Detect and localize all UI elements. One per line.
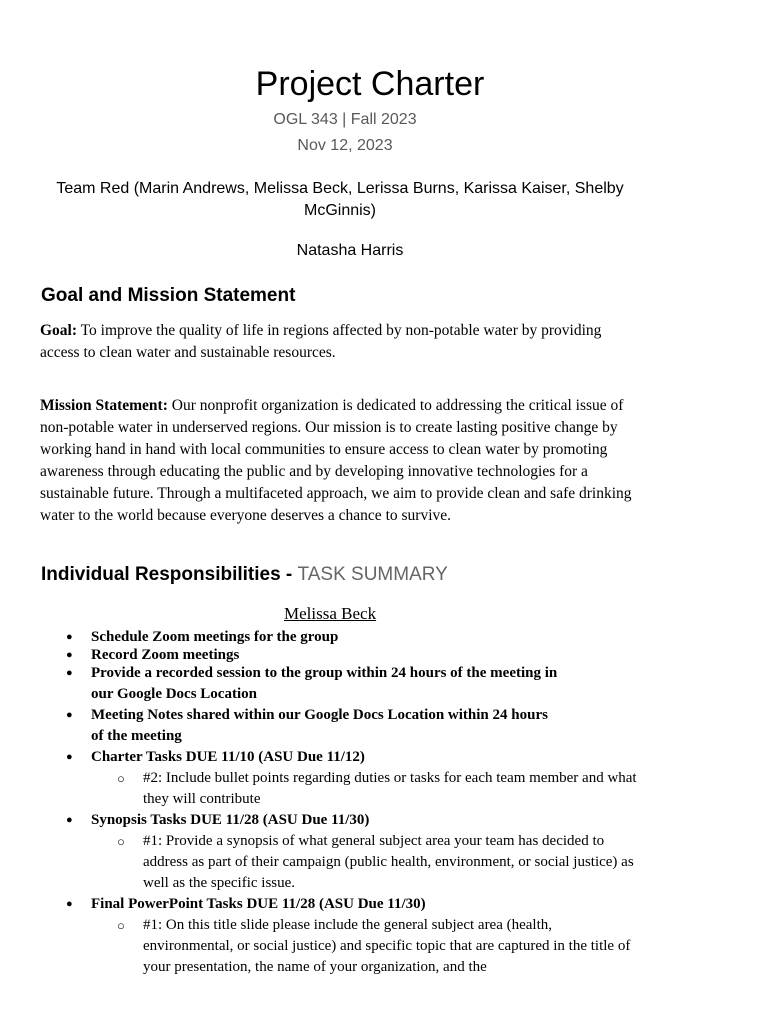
bullet-icon: ●	[66, 898, 73, 910]
list-item-text: Meeting Notes shared within our Google Docs Location within 24 hours of the meeting	[91, 707, 548, 744]
sub-list-item	[117, 915, 643, 978]
goal-label: Goal:	[40, 322, 78, 339]
list-item	[66, 747, 561, 768]
list-item	[66, 705, 561, 747]
person-name: Melissa Beck	[284, 604, 377, 623]
list-item	[66, 663, 561, 705]
sub-list-item-text: #2: Include bullet points regarding duties or tasks for each team member and what they will contribute	[143, 770, 637, 807]
circle-bullet-icon: ○	[117, 918, 125, 933]
team-members: Team Red (Marin Andrews, Melissa Beck, Lerissa Burns, Karissa Kaiser, Shelby McGinnis)	[56, 180, 624, 219]
bullet-icon: ●	[66, 631, 73, 643]
sub-list-item-text: #1: Provide a synopsis of what general subject area your team has decided to address as part of their campaign (public health, environment, or social justice) as well as the specific issue.	[143, 833, 634, 891]
responsibilities-heading-main: Individual Responsibilities -	[41, 564, 298, 585]
sub-list-item	[117, 831, 643, 894]
list-item-text: Schedule Zoom meetings for the group	[91, 629, 339, 645]
mission-label: Mission Statement:	[40, 397, 168, 414]
list-item	[66, 810, 561, 831]
goal-paragraph	[40, 320, 640, 364]
bullet-icon: ●	[66, 751, 73, 763]
document-title: Project Charter	[255, 65, 485, 103]
list-item-text: Record Zoom meetings	[91, 647, 240, 663]
list-item-text: Provide a recorded session to the group within 24 hours of the meeting in our Google Docs Location	[91, 665, 558, 702]
task-list	[0, 627, 700, 978]
list-item-text: Final PowerPoint Tasks DUE 11/28 (ASU Due 11/30)	[91, 896, 426, 912]
list-item-text: Synopsis Tasks DUE 11/28 (ASU Due 11/30)	[91, 812, 370, 828]
course-line: OGL 343 | Fall 2023	[273, 111, 417, 128]
date-line: Nov 12, 2023	[297, 137, 393, 154]
bullet-icon: ●	[66, 709, 73, 721]
circle-bullet-icon: ○	[117, 834, 125, 849]
advisor-name: Natasha Harris	[296, 242, 404, 259]
bullet-icon: ●	[66, 667, 73, 679]
sub-list-item	[117, 768, 643, 810]
list-item	[66, 894, 561, 915]
bullet-icon: ●	[66, 649, 73, 661]
mission-text: Our nonprofit organization is dedicated to addressing the critical issue of non-potable water in underserved regions. Our mission is to create lasting positive change by working hand in hand with local communities to ensure access to clean water by promoting awareness through educating the public and by developing innovative technologies for a sustainable future. Through a multifaceted approach, we aim to provide clean and safe drinking water to the world because everyone deserves a chance to survive.	[40, 397, 632, 524]
responsibilities-heading-suffix: TASK SUMMARY	[297, 564, 448, 585]
bullet-icon: ●	[66, 814, 73, 826]
goal-mission-heading: Goal and Mission Statement	[41, 285, 296, 306]
list-item-text: Charter Tasks DUE 11/10 (ASU Due 11/12)	[91, 749, 365, 765]
sub-list-item-text: #1: On this title slide please include the general subject area (health, environmental, or social justice) and specific topic that are captured in the title of your presentation, the name of your organization, and the	[143, 917, 631, 975]
responsibilities-heading	[41, 562, 448, 588]
goal-text: To improve the quality of life in regions affected by non-potable water by providing access to clean water and sustainable resources.	[40, 322, 602, 361]
mission-paragraph	[40, 395, 640, 527]
circle-bullet-icon: ○	[117, 771, 125, 786]
